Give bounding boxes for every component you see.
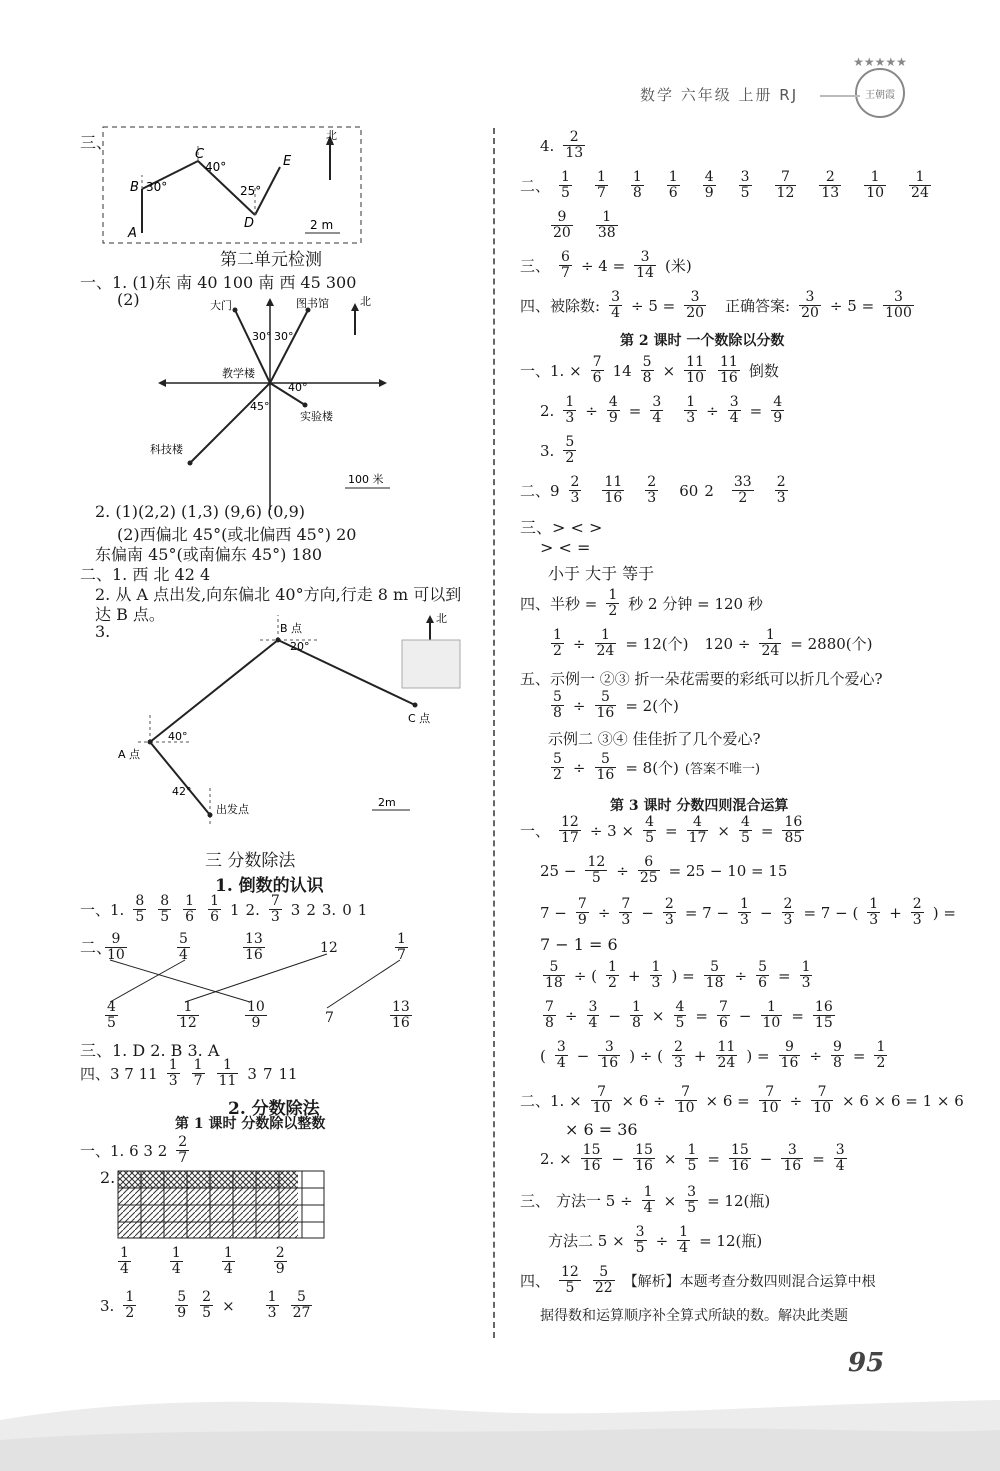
r-l2-wu-1: $\frac{5}{8}$ ÷ $\frac{5}{16}$ = 2(个) [553,689,679,721]
svg-text:25°: 25° [240,184,262,198]
page-number: 95 [848,1348,885,1378]
r-l2-er: 二、9 $\frac{2}{3}$ $\frac{11}{16}$ $\frac{2}{3}$ 60 2 $\frac{33}{2}$ $\frac{2}{3}$ [520,474,786,506]
svg-text:出发点: 出发点 [216,803,249,816]
diagram-route-3 [110,610,470,830]
les1-q2-answers: $\frac{1}{4}$ $\frac{1}{4}$ $\frac{1}{4}$ $\frac{2}{9}$ [120,1245,285,1277]
r-l3-er-2: 2. × $\frac{15}{16}$ − $\frac{15}{16}$ × $\frac{1}{5}$ = $\frac{15}{16}$ − $\frac{3}{16}$ = $\frac{3}{4}$ [540,1142,845,1174]
svg-text:2 m: 2 m [310,218,334,232]
r-l2-wu-2: 示例二 ③④ 佳佳折了几个爱心? [548,730,761,748]
logo-text: 王朝霞 [865,90,895,101]
er-line2: 2. 从 A 点出发,向东偏北 40°方向,行走 8 m 可以到 [95,585,462,604]
svg-text:A: A [128,226,137,241]
lesson3-title: 第 3 课时 分数四则混合运算 [610,798,789,814]
svg-text:40°: 40° [288,381,308,394]
section1-title: 1. 倒数的认识 [215,876,324,896]
chapter3-title: 三 分数除法 [205,851,296,871]
r-cmp3: 小于 大于 等于 [548,564,655,583]
q2-line2: (2)西偏北 45°(或北偏西 45°) 20 [117,525,357,544]
header-title: 数学 六年级 上册 RJ [640,86,799,104]
r-l2-wu: 五、示例一 ②③ 折一朵花需要的彩纸可以折几个爱心? [520,670,883,688]
svg-text:40°: 40° [168,730,188,743]
r-l3-san-1: 三、 方法一 5 ÷ $\frac{1}{4}$ × $\frac{3}{5}$ = 12(瓶) [520,1184,771,1216]
r-l3-er-1b: × 6 = 36 [565,1120,638,1139]
svg-text:20°: 20° [290,640,310,653]
north-label: 北 [326,129,337,142]
svg-text:科技楼: 科技楼 [150,443,183,456]
r-cmp1: 三、> < > [520,518,603,537]
er-line4: 3. [95,622,111,641]
r-cmp2: > < = [540,538,591,557]
r-l3-6: ( $\frac{3}{4}$ − $\frac{3}{16}$ ) ÷ ( $\frac{2}{3}$ + $\frac{11}{24}$ ) = $\frac{9}{16}$ ÷ $\frac{9}{8}$ = $\frac{1}{2}$ [540,1039,886,1071]
r-l3-san-2: 方法二 5 × $\frac{3}{5}$ ÷ $\frac{1}{4}$ = 12(瓶) [548,1224,763,1256]
r-l3-si: 四、 $\frac{12}{5}$ $\frac{5}{22}$ 【解析】本题考查分数四则混合运算中根 [520,1264,876,1296]
r-q4: 4. $\frac{2}{13}$ [540,129,584,161]
san-label: 三、 [80,133,113,152]
r-l2-q2: 2. $\frac{1}{3}$ ÷ $\frac{4}{9}$ = $\frac{3}{4}$ $\frac{1}{3}$ ÷ $\frac{3}{4}$ = $\frac{4}{9}$ [540,394,783,426]
lesson1-title: 第 1 课时 分数除以整数 [175,1116,326,1132]
svg-text:大门: 大门 [210,299,232,312]
svg-text:B: B [130,180,139,195]
svg-text:教学楼: 教学楼 [222,367,255,380]
q2-line3: 东偏南 45°(或南偏东 45°) 180 [95,545,323,564]
svg-text:40°: 40° [205,160,227,174]
logo-badge [840,48,930,118]
er-label: 二、 [80,938,113,957]
svg-text:E: E [283,154,292,169]
r-l3-5: $\frac{7}{8}$ ÷ $\frac{3}{4}$ − $\frac{1}{8}$ × $\frac{4}{5}$ = $\frac{7}{6}$ − $\frac{1}{10}$ = $\frac{16}{15}$ [545,999,833,1031]
column-divider [493,128,495,1338]
r-er-row1: 二、 $\frac{1}{5}$ $\frac{1}{7}$ $\frac{1}{8}$ $\frac{1}{6}$ $\frac{4}{9}$ $\frac{3}{5}$ $\frac{7}{12}$ $\frac{2}{13}$ $\frac{1}{10}$ $\frac{1}{24}$ [520,169,929,201]
les1-q2-label: 2. [100,1168,116,1187]
svg-text:30°: 30° [252,330,272,343]
hatched-grid [117,1170,327,1240]
svg-text:北: 北 [436,612,447,625]
diagram-campus [150,295,400,520]
svg-text:C: C [195,147,205,162]
svg-text:D: D [244,216,255,231]
r-l2-q1: 一、1. × $\frac{7}{6}$ 14 $\frac{5}{8}$ × $\frac{11}{10}$ $\frac{11}{16}$ 倒数 [520,354,779,386]
q1-line1: 一、1. (1)东 南 40 100 南 西 45 300 [80,273,357,292]
lesson2-title: 第 2 课时 一个数除以分数 [620,333,785,349]
svg-text:A 点: A 点 [118,748,141,761]
les1-q1: 一、1. 6 3 2 $\frac{2}{7}$ [80,1134,188,1166]
r-jiexi-2: 据得数和运算顺序补全算式所缺的数。解决此类题 [540,1308,848,1324]
les1-q3: 3. $\frac{1}{2}$ $\frac{5}{9}$ $\frac{2}{5}$ × $\frac{1}{3}$ $\frac{5}{27}$ [100,1289,311,1321]
unit2-title: 第二单元检测 [220,250,322,270]
r-san: 三、 $\frac{6}{7}$ ÷ 4 = $\frac{3}{14}$ (米) [520,249,692,281]
er-line1: 二、1. 西 北 42 4 [80,565,211,584]
svg-text:B 点: B 点 [280,622,303,635]
svg-text:★★★★★: ★★★★★ [853,55,907,69]
svg-text:实验楼: 实验楼 [300,410,333,423]
r-si: 四、被除数: $\frac{3}{4}$ ÷ 5 = $\frac{3}{20}$ 正确答案: $\frac{3}{20}$ ÷ 5 = $\frac{3}{100}$ [520,289,912,321]
r-l3-3b: 7 − 1 = 6 [540,935,618,954]
r-l3-2: 25 − $\frac{12}{5}$ ÷ $\frac{6}{25}$ = 25 − 10 = 15 [540,854,788,886]
section2-title: 2. 分数除法 [228,1099,320,1119]
svg-text:42°: 42° [172,785,192,798]
svg-text:C 点: C 点 [408,712,431,725]
r-l3-er-1: 二、1. × $\frac{7}{10}$ × 6 ÷ $\frac{7}{10}$ × 6 = $\frac{7}{10}$ ÷ $\frac{7}{10}$ × 6 × 6 = 1 × 6 [520,1084,964,1116]
diagram-route-1 [100,125,365,245]
decorative-landscape [0,1370,1000,1471]
svg-text:30°: 30° [146,180,168,194]
r-l3-3: 7 − $\frac{7}{9}$ ÷ $\frac{7}{3}$ − $\frac{2}{3}$ = 7 − $\frac{1}{3}$ − $\frac{2}{3}$ = 7 − ( $\frac{1}{3}$ + $\frac{2}{3}$ ) = [540,896,956,928]
header-rule [820,95,860,97]
svg-text:45°: 45° [250,400,270,413]
r-l3-1: 一、 $\frac{12}{17}$ ÷ 3 × $\frac{4}{5}$ = $\frac{4}{17}$ × $\frac{4}{5}$ = $\frac{16}{85}$ [520,814,803,846]
san-answers: 三、1. D 2. B 3. A [80,1041,220,1060]
q2-line1: 2. (1)(2,2) (1,3) (9,6) (0,9) [95,502,305,521]
r-er-row2: $\frac{9}{20}$ $\frac{1}{38}$ [553,209,616,241]
r-l2-q3: 3. $\frac{5}{2}$ [540,434,575,466]
r-l2-si-2: $\frac{1}{2}$ ÷ $\frac{1}{24}$ = 12(个) 120 ÷ $\frac{1}{24}$ = 2880(个) [553,627,873,659]
er-line3: 达 B 点。 [95,605,165,624]
q1-line2: (2) [117,290,140,309]
svg-text:100 米: 100 米 [348,473,384,486]
svg-text:北: 北 [360,295,371,308]
svg-text:图书馆: 图书馆 [296,297,329,310]
si-answers: 四、3 7 11 $\frac{1}{3}$ $\frac{1}{7}$ $\frac{1}{11}$ 3 7 11 [80,1057,298,1089]
r-l3-4: $\frac{5}{18}$ ÷ ( $\frac{1}{2}$ + $\frac{1}{3}$ ) = $\frac{5}{18}$ ÷ $\frac{5}{6}$ = $\frac{1}{3}$ [545,959,811,991]
r-l2-si-1: 四、半秒 = $\frac{1}{2}$ 秒 2 分钟 = 120 秒 [520,587,763,619]
sec1-q1: 一、1. $\frac{8}{5}$ $\frac{8}{5}$ $\frac{1}{6}$ $\frac{1}{6}$ 1 2. $\frac{7}{3}$ 3 2 3. 0 1 [80,893,368,925]
svg-text:30°: 30° [274,330,294,343]
r-l2-wu-3: $\frac{5}{2}$ ÷ $\frac{5}{16}$ = 8(个) (答案不唯一) [553,751,761,783]
svg-text:2m: 2m [378,796,396,809]
